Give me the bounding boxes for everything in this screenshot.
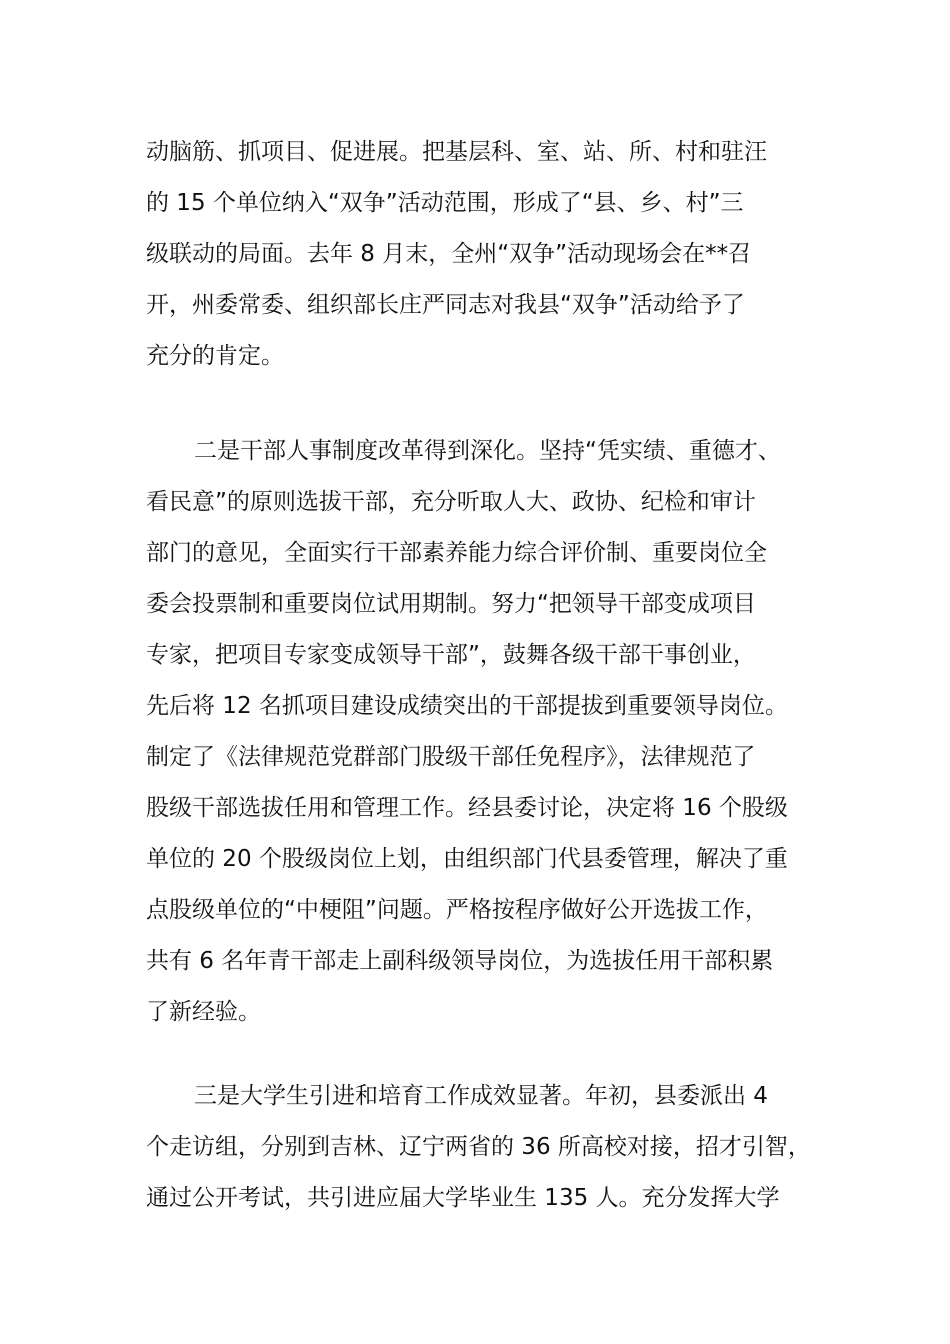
paragraph-line: 二是干部人事制度改革得到深化。坚持“凭实绩、重德才、 (194, 438, 781, 464)
paragraph-line: 部门的意见，全面实行干部素养能力综合评价制、重要岗位全 (146, 540, 767, 566)
paragraph-line: 充分的肯定。 (146, 343, 284, 369)
paragraph-line: 共有 6 名年青干部走上副科级领导岗位，为选拔任用干部积累 (146, 948, 774, 974)
paragraph-line: 开，州委常委、组织部长庄严同志对我县“双争”活动给予了 (146, 292, 745, 318)
paragraph-line: 三是大学生引进和培育工作成效显著。年初，县委派出 4 (194, 1083, 768, 1109)
paragraph-line: 点股级单位的“中梗阻”问题。严格按程序做好公开选拔工作， (146, 897, 768, 923)
paragraph-line: 通过公开考试，共引进应届大学毕业生 135 人。充分发挥大学 (146, 1185, 780, 1211)
paragraph-line: 动脑筋、抓项目、促进展。把基层科、室、站、所、村和驻汪 (146, 139, 767, 165)
paragraph-line: 个走访组，分别到吉林、辽宁两省的 36 所高校对接，招才引智， (146, 1134, 811, 1160)
paragraph-line: 委会投票制和重要岗位试用期制。努力“把领导干部变成项目 (146, 591, 756, 617)
paragraph-line: 制定了《法律规范党群部门股级干部任免程序》，法律规范了 (146, 744, 756, 770)
paragraph-line: 了新经验。 (146, 999, 261, 1025)
paragraph-line: 的 15 个单位纳入“双争”活动范围，形成了“县、乡、村”三 (146, 190, 744, 216)
paragraph-3 (146, 1071, 836, 1224)
paragraph-1 (146, 127, 836, 382)
paragraph-line: 单位的 20 个股级岗位上划，由组织部门代县委管理，解决了重 (146, 846, 788, 872)
paragraph-2 (146, 426, 836, 1038)
paragraph-line: 股级干部选拔任用和管理工作。经县委讨论，决定将 16 个股级 (146, 795, 788, 821)
paragraph-line: 先后将 12 名抓项目建设成绩突出的干部提拔到重要领导岗位。 (146, 693, 788, 719)
paragraph-line: 级联动的局面。去年 8 月末，全州“双争”活动现场会在**召 (146, 241, 752, 267)
paragraph-line: 专家，把项目专家变成领导干部”，鼓舞各级干部干事创业， (146, 642, 756, 668)
paragraph-line: 看民意”的原则选拔干部，充分听取人大、政协、纪检和审计 (146, 489, 756, 515)
